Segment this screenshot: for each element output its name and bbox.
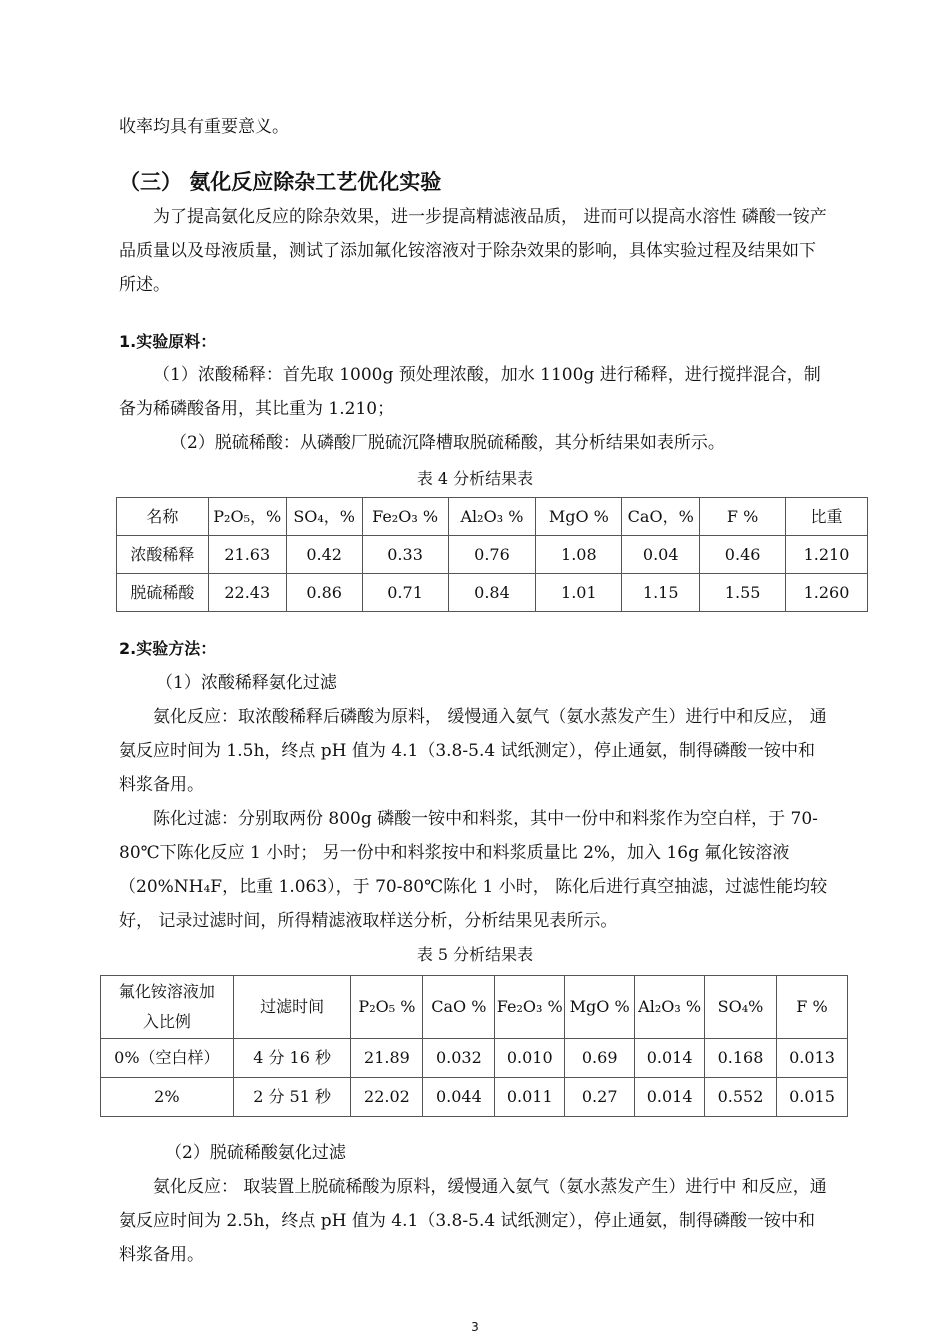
- table4-cell: 1.260: [786, 574, 868, 612]
- table4-cell: 脱硫稀酸: [117, 574, 209, 612]
- table4-cell: 浓酸稀释: [117, 536, 209, 574]
- table5-cell: 0.044: [423, 1078, 495, 1117]
- table5-header-row: [101, 976, 848, 1039]
- table5-cell: 0.032: [423, 1039, 495, 1078]
- table5-header-cell: Al₂O₃ %: [635, 976, 705, 1039]
- material-item-1: （1）浓酸稀释：首先取 1000g 预处理浓酸，加水 1100g 进行稀释，进行搅拌混合，制备为稀磷酸备用，其比重为 1.210；: [119, 365, 821, 419]
- table4: [116, 497, 868, 612]
- table4-header-cell: Al₂O₃ %: [448, 498, 536, 536]
- materials-subheading: 1.实验原料：: [119, 332, 217, 351]
- table4-cell: 0.86: [286, 574, 362, 612]
- table5-cell: 0.014: [635, 1078, 705, 1117]
- table-row: [117, 536, 868, 574]
- method2-ammoniation-paragraph: 氨化反应： 取装置上脱硫稀酸为原料，缓慢通入氨气（氨水蒸发产生）进行中 和反应，通氨反应时间为 2.5h，终点 pH 值为 4.1（3.8-5.4 试纸测定），停止通氨，制得磷酸一铵中和料浆备用。: [119, 1177, 827, 1265]
- purpose-paragraph: 为了提高氨化反应的除杂效果，进一步提高精滤液品质， 进而可以提高水溶性 磷酸一铵产品质量以及母液质量，测试了添加氟化铵溶液对于除杂效果的影响，具体实验过程及结果如下所述。: [119, 207, 827, 295]
- table4-cell: 1.15: [622, 574, 700, 612]
- table4-header-cell: SO₄，%: [286, 498, 362, 536]
- methods-subheading: 2.实验方法：: [119, 639, 217, 658]
- intro-tail-paragraph: 收率均具有重要意义。: [119, 117, 289, 137]
- table4-header-cell: F %: [700, 498, 786, 536]
- table5-cell: 2%: [101, 1078, 234, 1117]
- table4-cell: 1.55: [700, 574, 786, 612]
- table5-cell: 0.552: [705, 1078, 777, 1117]
- table4-cell: 1.01: [536, 574, 622, 612]
- method1-title: （1）浓酸稀释氨化过滤: [156, 673, 337, 693]
- method1-ammoniation-paragraph: 氨化反应：取浓酸稀释后磷酸为原料， 缓慢通入氨气（氨水蒸发产生）进行中和反应， 通氨反应时间为 1.5h，终点 pH 值为 4.1（3.8-5.4 试纸测定），停止通氨，制得磷酸一铵中和料浆备用。: [119, 707, 827, 795]
- table4-header-cell: P₂O₅，%: [208, 498, 286, 536]
- table5-cell: 0.27: [565, 1078, 635, 1117]
- table5-cell: 21.89: [351, 1039, 423, 1078]
- table5-header-cell: CaO %: [423, 976, 495, 1039]
- table-row: [101, 1078, 848, 1117]
- table5-cell: 0.013: [776, 1039, 847, 1078]
- table5-caption: 表 5 分析结果表: [416, 945, 534, 964]
- table4-cell: 21.63: [208, 536, 286, 574]
- table5-header-cell: 氟化铵溶液加入比例: [101, 976, 234, 1039]
- table4-cell: 0.71: [362, 574, 448, 612]
- table4-header-row: [117, 498, 868, 536]
- table4-header-cell: 比重: [786, 498, 868, 536]
- table4-cell: 0.46: [700, 536, 786, 574]
- table4-cell: 0.04: [622, 536, 700, 574]
- table5-header-cell: F %: [776, 976, 847, 1039]
- table4-header-cell: CaO，%: [622, 498, 700, 536]
- table5-header-cell: P₂O₅ %: [351, 976, 423, 1039]
- table5-cell: 22.02: [351, 1078, 423, 1117]
- table-row: [101, 1039, 848, 1078]
- table5-cell: 4 分 16 秒: [233, 1039, 351, 1078]
- table-row: [117, 574, 868, 612]
- table4-header-cell: MgO %: [536, 498, 622, 536]
- table5-cell: 0.010: [495, 1039, 565, 1078]
- table4-cell: 0.76: [448, 536, 536, 574]
- table5-header-cell: Fe₂O₃ %: [495, 976, 565, 1039]
- page-number: 3: [471, 1320, 479, 1334]
- table4-cell: 0.84: [448, 574, 536, 612]
- method1-aging-paragraph: 陈化过滤：分别取两份 800g 磷酸一铵中和料浆，其中一份中和料浆作为空白样，于 70-80℃下陈化反应 1 小时； 另一份中和料浆按中和料浆质量比 2%，加入 16g 氟化铵溶液（20%NH₄F，比重 1.063），于 70-80℃陈化 1 小时， 陈化后进行真空抽滤，过滤性能均较好， 记录过滤时间，所得精滤液取样送分析，分析结果见表所示。: [119, 809, 828, 931]
- table5-cell: 0.015: [776, 1078, 847, 1117]
- table5-cell: 2 分 51 秒: [233, 1078, 351, 1117]
- table4-cell: 22.43: [208, 574, 286, 612]
- table5-cell: 0.014: [635, 1039, 705, 1078]
- table5-cell: 0.168: [705, 1039, 777, 1078]
- table4-cell: 0.33: [362, 536, 448, 574]
- table4-cell: 1.08: [536, 536, 622, 574]
- table4-cell: 0.42: [286, 536, 362, 574]
- method2-title: （2）脱硫稀酸氨化过滤: [165, 1143, 346, 1163]
- table5-cell: 0.69: [565, 1039, 635, 1078]
- table5-cell: 0%（空白样）: [101, 1039, 234, 1078]
- table4-header-cell: 名称: [117, 498, 209, 536]
- table5-header-cell: SO₄%: [705, 976, 777, 1039]
- material-item-2: （2）脱硫稀酸：从磷酸厂脱硫沉降槽取脱硫稀酸，其分析结果如表所示。: [170, 433, 725, 453]
- section-heading: （三） 氨化反应除杂工艺优化实验: [119, 170, 442, 194]
- table4-header-cell: Fe₂O₃ %: [362, 498, 448, 536]
- table4-caption: 表 4 分析结果表: [416, 469, 534, 488]
- table4-cell: 1.210: [786, 536, 868, 574]
- table5-cell: 0.011: [495, 1078, 565, 1117]
- table5-header-cell: MgO %: [565, 976, 635, 1039]
- table5-header-cell: 过滤时间: [233, 976, 351, 1039]
- table5: [100, 975, 848, 1117]
